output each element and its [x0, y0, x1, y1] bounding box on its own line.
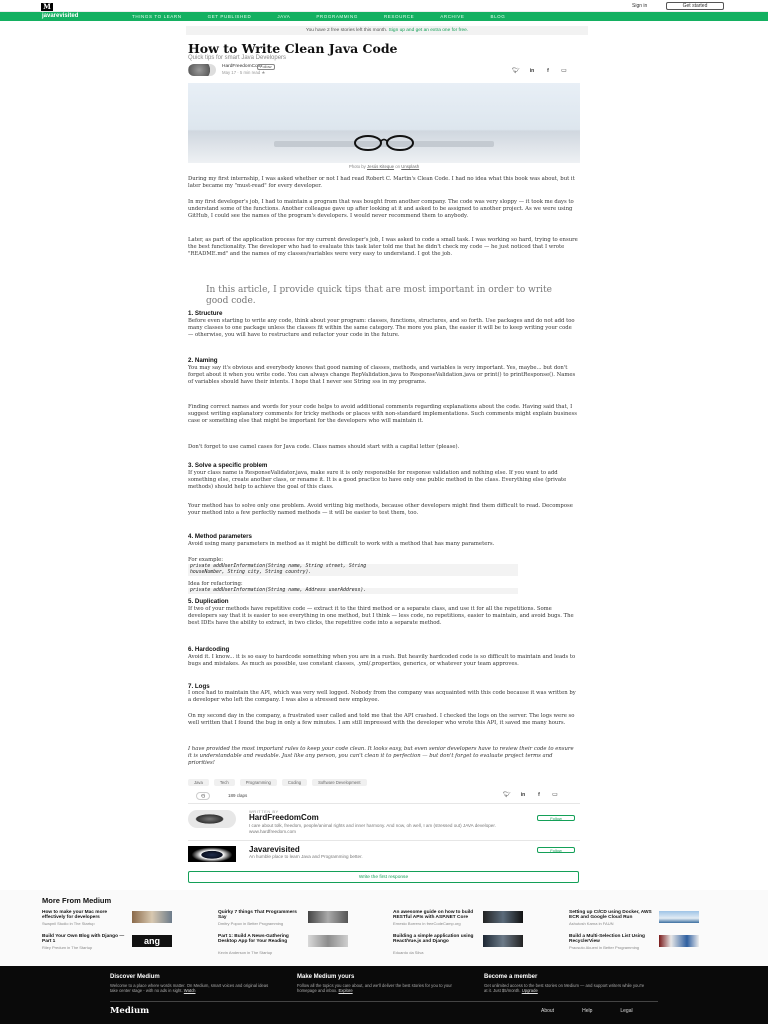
- linkedin-icon[interactable]: in: [520, 792, 526, 798]
- tag-tech[interactable]: Tech: [214, 779, 235, 786]
- footer-divider: [110, 1001, 658, 1002]
- story-card[interactable]: [569, 934, 699, 956]
- section-heading: 4. Method parameters: [188, 533, 252, 540]
- nav-item-get-published[interactable]: GET PUBLISHED: [207, 14, 252, 19]
- clap-area: [196, 792, 247, 800]
- paragraph: Idea for refactoring:: [188, 581, 243, 587]
- story-card[interactable]: [393, 934, 523, 956]
- glasses-graphic: [188, 83, 580, 163]
- code-line: private addUserInformation(String name, String street, String: [188, 564, 518, 570]
- upgrade-link[interactable]: Upgrade: [521, 988, 538, 993]
- publication-bio: An humble place to learn Java and Programming better.: [249, 854, 363, 859]
- story-thumbnail[interactable]: [659, 935, 699, 947]
- story-title[interactable]: Quirky 7 things That Programmers Say: [218, 910, 297, 921]
- publication-nav: [132, 14, 505, 19]
- publication-navbar: [0, 12, 768, 21]
- clap-count[interactable]: 189 claps: [228, 793, 248, 799]
- metered-paywall-banner: [186, 26, 588, 35]
- paragraph: In my first developer's job, I had to maintain a program that was bought from another company. The code was very sloppy — it took me days to understand some of the functions. Another colleague gave up after looking at it and asked to be assigned to another project. As we were using GitHub, I could see the names of the program's developers. I would never recommend them to anybody.: [188, 199, 574, 219]
- paragraph: If two of your methods have repetitive code — extract it to the third method or a separate class, and use it for all the repetitions. Some developers say that it is easier to see everything in one method, but I think — less code, no repetitions, easier to maintain, and avoid bugs. The best IDEs have the ability to extract, in two clicks, the repetitive code into a separate method.: [188, 606, 574, 626]
- caption-on: on: [395, 164, 401, 169]
- story-title[interactable]: Building a simple application using React/Vue.js and Django: [393, 934, 474, 945]
- paragraph: Finding correct names and words for your code helps to avoid additional comments regarding explanations about the code. Having said that, I suggest writing explanatory comments for tricky methods or places with non-standard implementations. Such comments might explain business case or something else that might be important for the developers who will maintain it.: [188, 404, 577, 424]
- footer-yours-title: Make Medium yours: [297, 974, 355, 980]
- paragraph: You may say it's obvious and everybody knows that good naming of classes, methods, and variables is very important. Yes, maybe... but don't forget about it when you write code. You can always change RepValidation.java to ResponseValidation.java or print() to printResponse(). Names of variables should have their intents. I hope that I never see String sss in my programs.: [188, 365, 576, 385]
- section-heading: 6. Hardcoding: [188, 646, 230, 653]
- publication-name[interactable]: Javarevisited: [249, 845, 300, 854]
- footer-discover-title: Discover Medium: [110, 974, 160, 980]
- story-meta: Kevin Anderson in The Startup: [218, 950, 273, 955]
- nav-item-programming[interactable]: PROGRAMMING: [316, 14, 358, 19]
- author-avatar[interactable]: [188, 64, 216, 76]
- code-line: private addUserInformation(String name, Address userAddress).: [188, 588, 518, 594]
- pull-quote: In this article, I provide quick tips that are most important in order to write good code.: [206, 285, 552, 306]
- nav-item-blog[interactable]: BLOG: [490, 14, 506, 19]
- twitter-icon[interactable]: 🐦︎: [512, 67, 520, 74]
- article-title: How to Write Clean Java Code: [188, 41, 398, 56]
- clap-icon[interactable]: 👏︎: [196, 792, 210, 800]
- paragraph: On my second day in the company, a frustrated user called and told me that the API crashed. I checked the logs on the server. The logs were so well written that I found the bug in only a few minutes. I am still impressed with the developer who wrote this API, it saved me many hours.: [188, 713, 575, 726]
- paragraph: Later, as part of the application process for my current developer's job, I was asked to code a small task. I was working so hard, trying to ensure the best functionality. The developer who had to evaluate this task later told me that he didn't check my code — he just noticed that I wrote "README.md" and the names of my classes/variables were very easy to understand. I got the job.: [188, 237, 578, 257]
- footer-links: [541, 1008, 633, 1014]
- paragraph: If your class name is ResponseValidator.java, make sure it is only responsible for response validation and nothing else. If you want to add something else, create another class, or rename it. It is a good practice to have only one public method in the class. Everything else (private methods) should help to achieve the goal of this class.: [188, 470, 567, 490]
- code-line: houseNumber, String city, String country).: [188, 570, 518, 576]
- story-meta: Dmitry Popov in Better Programming: [218, 921, 284, 926]
- section-heading: 2. Naming: [188, 357, 218, 364]
- facebook-icon[interactable]: f: [547, 68, 549, 74]
- story-title[interactable]: Build a Multi-Selection List Using RecyclerView: [569, 934, 645, 945]
- paragraph: Your method has to solve only one problem. Avoid writing big methods, because other developers might find them difficult to read. Decompose your method into a few perfectly named methods — it will be easier to test them, too.: [188, 503, 573, 516]
- tag-programming[interactable]: Programming: [240, 779, 277, 786]
- story-meta: Pracsuto Akueni in Better Programming: [569, 945, 640, 950]
- written-by-label: WRITTEN BY: [249, 809, 279, 814]
- section-heading: 7. Logs: [188, 683, 210, 690]
- bookmark-icon[interactable]: ▭: [561, 67, 567, 74]
- paragraph: Avoid using many parameters in method as it might be difficult to work with a method that has many parameters.: [188, 541, 495, 547]
- follow-author-button[interactable]: Follow: [257, 64, 275, 70]
- story-meta: Ernesto Borrero in freeCodeCamp.org: [393, 921, 461, 926]
- paragraph: I once had to maintain the API, which was very well logged. Nobody from the company was acquainted with this code because it was written by a developer who left the company. I was also a stressed new employee.: [188, 690, 576, 703]
- tag-coding[interactable]: Coding: [282, 779, 307, 786]
- divider: [188, 840, 580, 841]
- footer-discover: [110, 974, 274, 993]
- nav-item-resource[interactable]: RESOURCE: [383, 14, 415, 19]
- publication-avatar[interactable]: [188, 846, 236, 862]
- story-title[interactable]: Part 1: Build A News-Gathering Desktop App for Your Reading: [218, 934, 289, 945]
- bottom-share-buttons: [503, 792, 559, 798]
- more-from-medium: [0, 890, 768, 966]
- paragraph: For example:: [188, 557, 224, 563]
- footer-member-text: Get unlimited access to the best stories on Medium — and support writers while you're at it. Just $5/month.: [484, 983, 645, 993]
- article-meta: May 17 · 5 min read ★: [222, 70, 266, 75]
- story-meta: Eduardo da Silva: [393, 950, 424, 955]
- divider: [188, 803, 580, 804]
- facebook-icon[interactable]: f: [538, 792, 540, 798]
- footer-about-link[interactable]: About: [541, 1008, 555, 1014]
- writer-avatar[interactable]: [188, 810, 236, 828]
- watch-link[interactable]: Watch: [183, 988, 196, 993]
- caption-prefix: Photo by: [348, 164, 366, 169]
- section-heading: 3. Solve a specific problem: [188, 462, 268, 469]
- linkedin-icon[interactable]: in: [529, 68, 535, 74]
- story-title[interactable]: Setting up CI/CD using Docker, AWS ECR and Google Cloud Run: [569, 910, 652, 921]
- footer: [0, 966, 768, 1024]
- medium-logo[interactable]: M: [41, 3, 53, 11]
- tag-software-development[interactable]: Software Development: [312, 779, 366, 786]
- sign-in-link[interactable]: Sign in: [632, 3, 648, 9]
- get-started-button[interactable]: Get started: [666, 2, 724, 10]
- story-card[interactable]: [569, 910, 699, 932]
- author-name[interactable]: HardFreedomCom: [222, 64, 262, 69]
- paragraph: Before even starting to write any code, think about your program: classes, functions, structures, and so forth. Use packages and do not add too many classes to one package unless the classes fit within the same category. The more you plan, the easier it will be to keep writing your code — otherwise, you will have to restructure and refactor your code in the future.: [188, 318, 575, 338]
- hero-image: [188, 83, 580, 163]
- story-meta: Riley Predum in The Startup: [42, 945, 93, 950]
- story-meta: Ashutosh Karna in FAUN: [569, 921, 614, 926]
- author-row: [188, 64, 580, 76]
- section-heading: 1. Structure: [188, 310, 223, 317]
- writer-bio: I care about tolk, freedom, people/animal rights and inner harmony. And now, oh well, I am (stressed out) JAVA developer. www.hardfreedom.com: [249, 823, 496, 834]
- story-card[interactable]: [42, 910, 172, 932]
- section-heading: 5. Duplication: [188, 598, 229, 605]
- story-card[interactable]: [218, 934, 348, 956]
- write-response-button[interactable]: Write the first response: [188, 871, 579, 883]
- story-thumbnail[interactable]: [483, 911, 523, 923]
- footer-legal-link[interactable]: Legal: [620, 1008, 633, 1014]
- publication-name-link[interactable]: javarevisited: [42, 13, 79, 19]
- footer-discover-text: Welcome to a place where words matter. On Medium, smart voices and original ideas take center stage - with no ads in sight.: [110, 983, 269, 993]
- story-thumbnail[interactable]: ang: [132, 935, 172, 947]
- tag-java[interactable]: Java: [188, 779, 209, 786]
- explore-link[interactable]: Explore: [338, 988, 353, 993]
- story-title[interactable]: An awesome guide on how to build RESTful APIs with ASP.NET Core: [393, 910, 474, 921]
- story-thumbnail[interactable]: [308, 935, 348, 947]
- bookmark-icon[interactable]: ▭: [552, 791, 558, 798]
- footer-yours-text: Follow all the topics you care about, and we'll deliver the best stories for you to your homepage and inbox.: [297, 983, 452, 993]
- banner-signup-link[interactable]: Sign up and get an extra one for free.: [388, 28, 469, 33]
- closing-paragraph: I have provided the most important rules to keep your code clean. It looks easy, but even senior developers have to review their code to ensure it is understandable and readable. Just like any person, you can't clean it to perfection — but don't forget to evaluate project terms and priorities!: [188, 746, 574, 766]
- story-title[interactable]: How to make your Mac more effectively for developers: [42, 910, 108, 921]
- story-thumbnail[interactable]: [483, 935, 523, 947]
- footer-medium-logo[interactable]: Medium: [110, 1006, 150, 1016]
- nav-item-archive[interactable]: ARCHIVE: [440, 14, 465, 19]
- more-title: More From Medium: [42, 896, 112, 905]
- photographer-link[interactable]: Jesús Kiteque: [367, 164, 395, 169]
- twitter-icon[interactable]: 🐦︎: [503, 791, 511, 798]
- footer-help-link[interactable]: Help: [582, 1008, 593, 1014]
- story-thumbnail[interactable]: [308, 911, 348, 923]
- photo-caption: [188, 164, 580, 169]
- nav-item-things-to-learn[interactable]: THINGS TO LEARN: [132, 14, 182, 19]
- article-subtitle: Quick tips for smart Java Developers: [188, 55, 287, 61]
- story-thumbnail[interactable]: [659, 911, 699, 923]
- paragraph: During my first internship, I was asked whether or not I had read Robert C. Martin's Clean Code. I had no idea what this book was about, but it later became my "must-read" for every developer.: [188, 176, 575, 189]
- footer-yours: [297, 974, 461, 993]
- share-buttons: [512, 68, 568, 74]
- writer-name[interactable]: HardFreedomCom: [249, 813, 319, 822]
- story-meta: Swapnil Studio in The Startup: [42, 921, 95, 926]
- story-thumbnail[interactable]: [132, 911, 172, 923]
- unsplash-link[interactable]: Unsplash: [401, 164, 420, 169]
- story-title[interactable]: Build Your Own Blog with Django —Part 1: [42, 934, 125, 945]
- banner-text: You have 2 free stories left this month.: [305, 28, 388, 33]
- follow-publication-button[interactable]: Follow: [537, 847, 575, 853]
- nav-item-java[interactable]: JAVA: [277, 14, 291, 19]
- story-card[interactable]: [42, 934, 172, 956]
- footer-member-title: Become a member: [484, 974, 538, 980]
- story-card[interactable]: [393, 910, 523, 932]
- paragraph: Avoid it. I know... it is so easy to hardcode something when you are in a rush. But heavily hardcoded code is so difficult to maintain and leads to bugs and mistakes. As much as possible, use constant classes, .yml/.properties, generics, or whatever your team approves.: [188, 654, 576, 667]
- footer-member: [484, 974, 648, 993]
- story-card[interactable]: [218, 910, 348, 932]
- tag-list: [188, 779, 367, 786]
- top-navbar: [0, 0, 768, 12]
- follow-writer-button[interactable]: Follow: [537, 815, 575, 821]
- paragraph: Don't forget to use camel cases for Java code. Class names should start with a capital letter (please).: [188, 444, 460, 450]
